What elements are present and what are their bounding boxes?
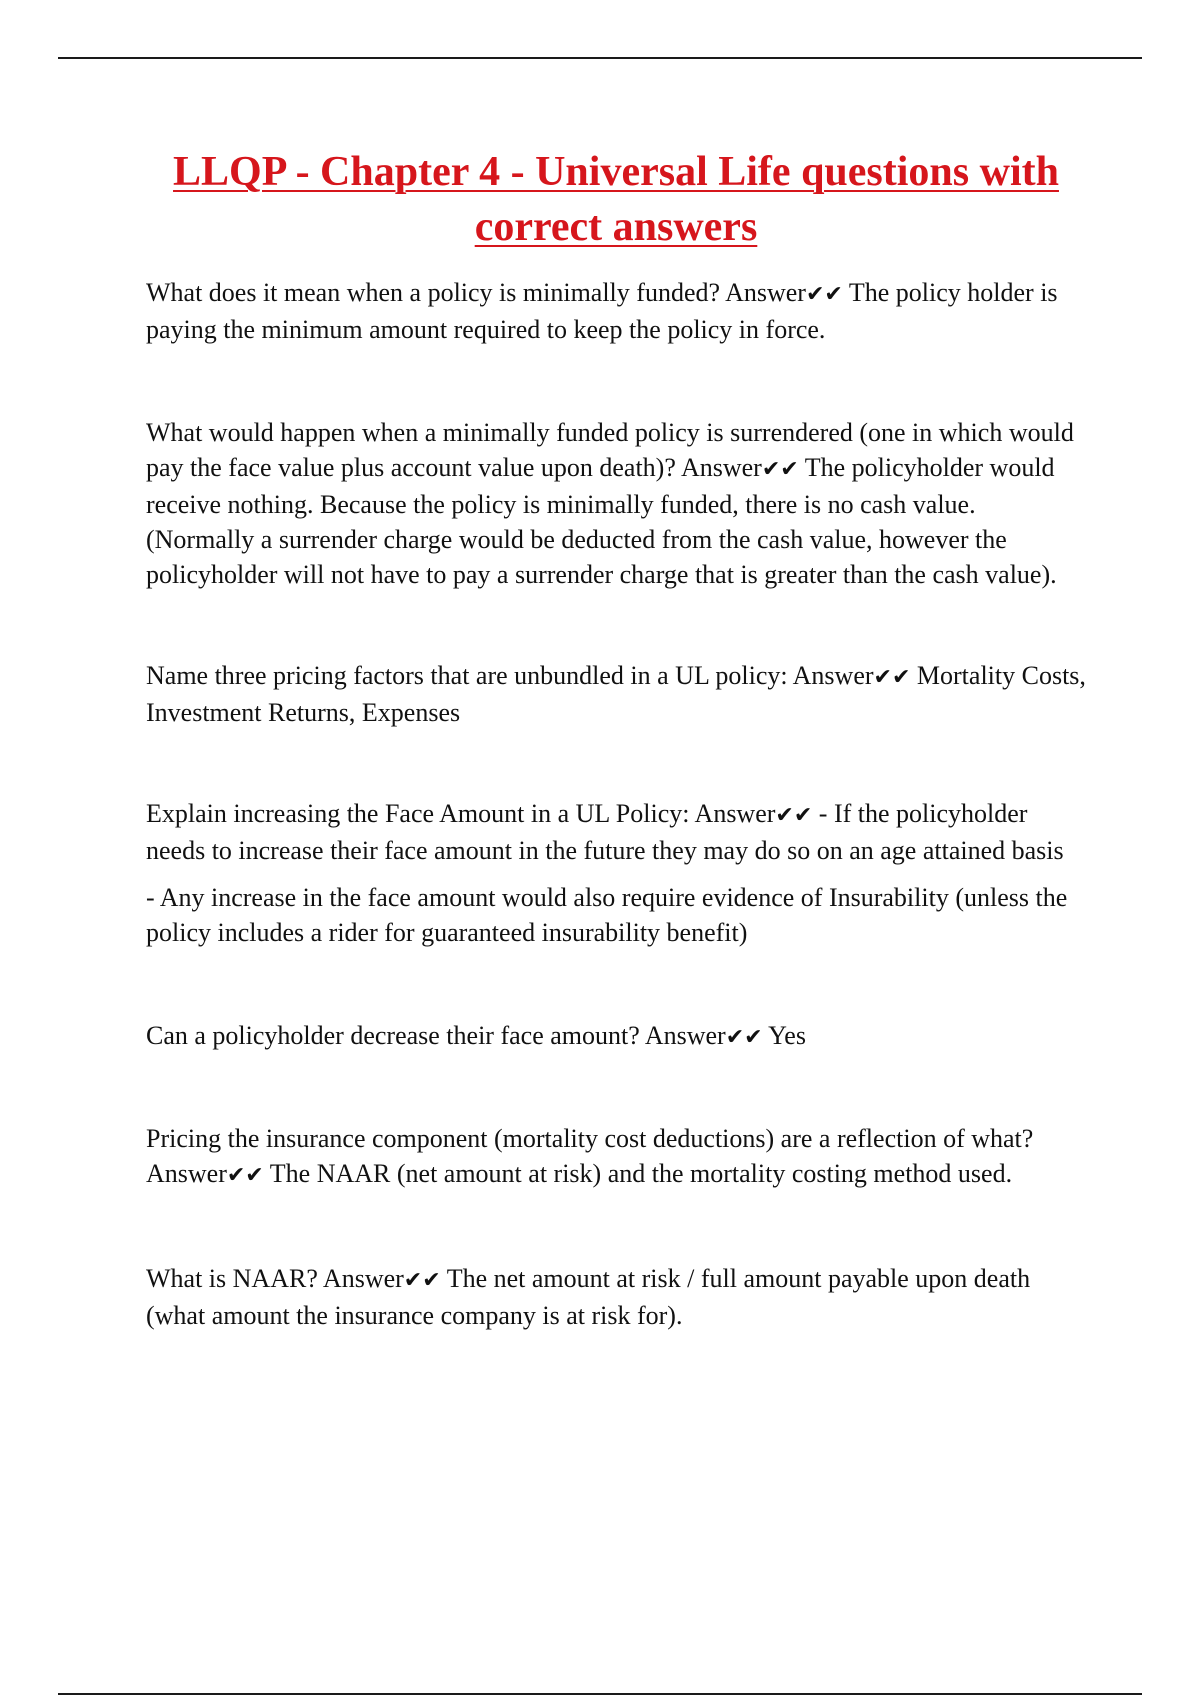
qa-item-surrender: [146, 415, 1086, 592]
document-title: LLQP - Chapter 4 - Universal Life questions with correct answers: [173, 149, 1059, 250]
question-text: Can a policyholder decrease their face amount? Answer: [146, 1021, 726, 1050]
document-body: [146, 145, 1086, 1333]
qa-item-pricing-factors: [146, 658, 1086, 730]
checkmark-icon: ✔✔: [761, 457, 799, 482]
checkmark-icon: ✔✔: [725, 1025, 763, 1050]
question-text: What would happen when a minimally funded policy is surrendered (one in which would pay the face value plus account value upon death)? Answer: [146, 418, 1074, 482]
question-text: Pricing the insurance component (mortality cost deductions) are a reflection of what? Answer: [146, 1124, 1034, 1188]
checkmark-icon: ✔✔: [775, 803, 813, 828]
answer-text: The policy holder is paying the minimum amount required to keep the policy in force.: [146, 278, 1058, 344]
qa-item-decrease-face-amount: [146, 1018, 1086, 1055]
qa-item-insurance-pricing: [146, 1121, 1086, 1193]
question-text: What is NAAR? Answer: [146, 1264, 404, 1293]
bottom-divider: [58, 1693, 1142, 1695]
answer-text: The policyholder would receive nothing. Because the policy is minimally funded, there is no cash value. (Normally a surrender charge would be deducted from the cash value, however the policyholder will not have to pay a surrender charge that is greater than the cash value).: [146, 453, 1057, 589]
checkmark-icon: ✔✔: [403, 1268, 441, 1293]
question-text: What does it mean when a policy is minimally funded? Answer: [146, 278, 806, 307]
answer-text: Yes: [762, 1021, 806, 1050]
qa-item-naar: [146, 1261, 1086, 1333]
qa-item-minimally-funded: [146, 275, 1086, 347]
qa-item-increase-face-amount: [146, 796, 1086, 868]
checkmark-icon: ✔✔: [873, 665, 911, 690]
answer-text: - If the policyholder needs to increase their face amount in the future they may do so on an age attained basis: [146, 799, 1064, 865]
answer-continuation: - Any increase in the face amount would also require evidence of Insurability (unless the policy includes a rider for guaranteed insurability benefit): [146, 883, 1068, 947]
question-text: Explain increasing the Face Amount in a UL Policy: Answer: [146, 799, 776, 828]
top-divider: [58, 57, 1142, 59]
answer-text: The NAAR (net amount at risk) and the mortality costing method used.: [263, 1159, 1013, 1188]
checkmark-icon: ✔✔: [226, 1163, 264, 1188]
answer-text: The net amount at risk / full amount payable upon death (what amount the insurance company is at risk for).: [146, 1264, 1031, 1330]
question-text: Name three pricing factors that are unbundled in a UL policy: Answer: [146, 661, 874, 690]
checkmark-icon: ✔✔: [805, 282, 843, 307]
answer-text: Mortality Costs, Investment Returns, Expenses: [146, 661, 1086, 727]
